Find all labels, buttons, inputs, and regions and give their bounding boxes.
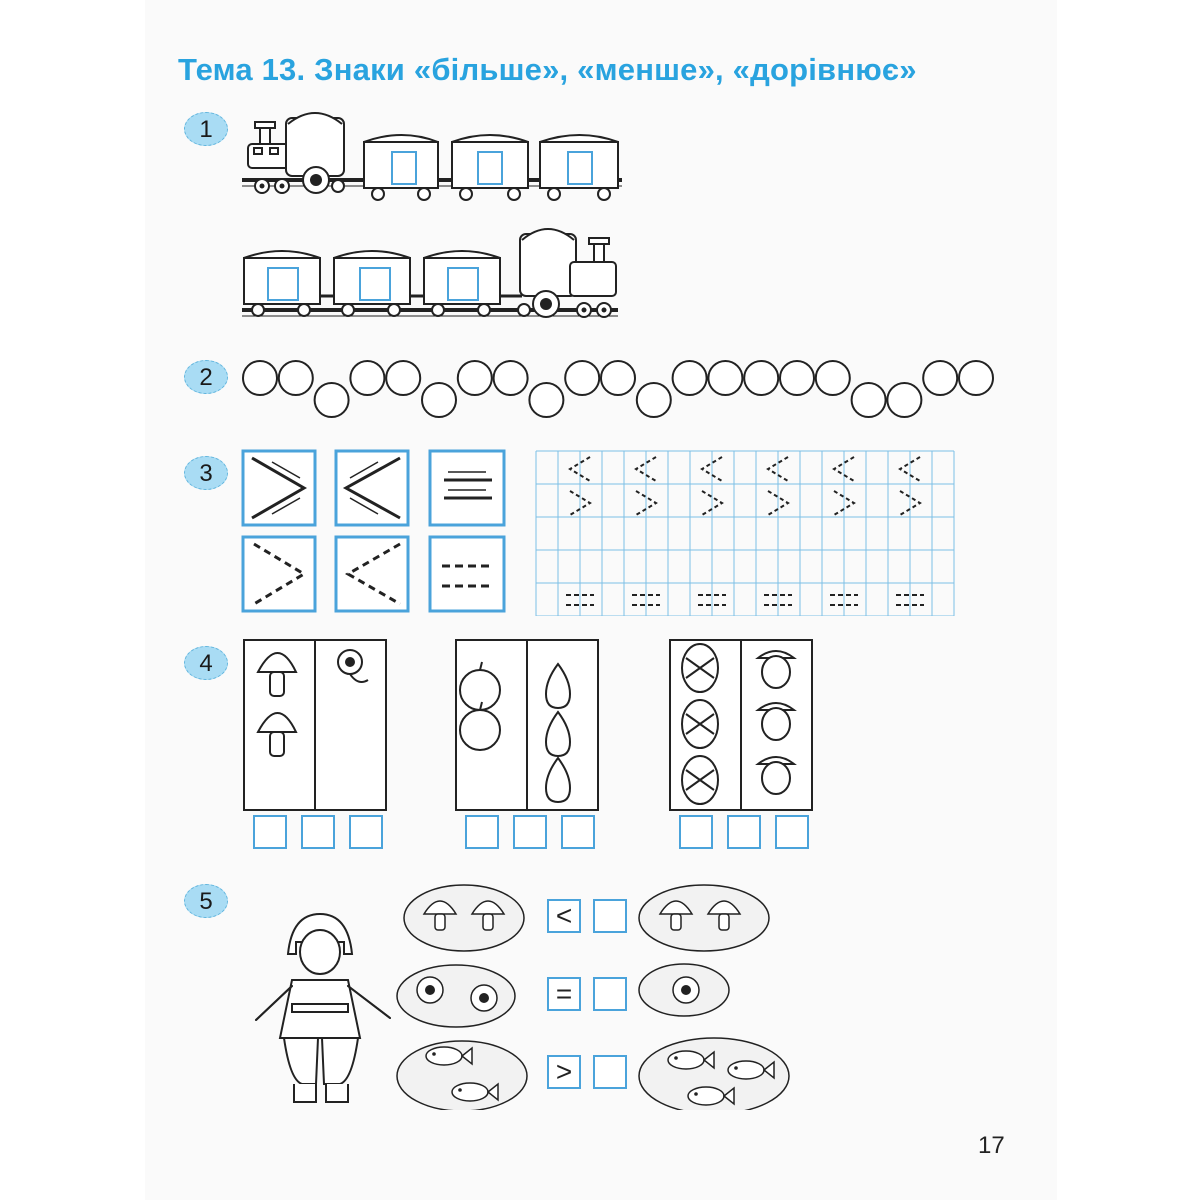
tracing-grid <box>536 451 954 616</box>
chain-circle <box>529 383 563 417</box>
answer-box[interactable] <box>728 816 760 848</box>
task-number-2: 2 <box>184 360 228 394</box>
trains-illustration <box>240 108 630 334</box>
chain-circle <box>422 383 456 417</box>
answer-boxes <box>254 816 808 848</box>
answer-box[interactable] <box>562 816 594 848</box>
equal-sign-example <box>430 451 504 525</box>
wagon-icon <box>424 251 522 316</box>
comparison-row-3 <box>548 1056 626 1088</box>
cloud-shape <box>404 885 524 951</box>
chain-circle <box>887 383 921 417</box>
chain-circle <box>637 383 671 417</box>
sign-greater: > <box>555 1056 573 1087</box>
chain-circle <box>243 361 277 395</box>
flower-icon <box>471 985 497 1011</box>
answer-box[interactable] <box>514 816 546 848</box>
panel-apple-pear <box>456 640 598 810</box>
chain-circle <box>852 383 886 417</box>
chain-circle <box>601 361 635 395</box>
panel-cone-acorn <box>670 640 812 810</box>
sign-less: < <box>555 900 573 931</box>
chain-circle <box>780 361 814 395</box>
answer-box[interactable] <box>776 816 808 848</box>
chain-circle <box>708 361 742 395</box>
answer-box[interactable] <box>302 816 334 848</box>
answer-box[interactable] <box>594 1056 626 1088</box>
chain-circle <box>494 361 528 395</box>
chain-circle <box>565 361 599 395</box>
train-top <box>242 113 622 200</box>
wagon-icon <box>334 251 424 316</box>
cloud-shape <box>639 885 769 951</box>
page-number: 17 <box>978 1132 1005 1159</box>
greater-sign-dashed <box>243 537 315 611</box>
panel-mushroom-flower <box>244 640 386 810</box>
locomotive-icon <box>248 113 364 193</box>
locomotive-icon <box>518 229 616 317</box>
chain-circle <box>959 361 993 395</box>
boy-figure <box>256 914 390 1102</box>
answer-box[interactable] <box>254 816 286 848</box>
equal-sign-dashed <box>430 537 504 611</box>
task-number-3: 3 <box>184 456 228 490</box>
comparison-row-2 <box>548 978 626 1010</box>
circle-chain <box>240 352 1004 428</box>
task-number-1: 1 <box>184 112 228 146</box>
pine-cone-icon <box>682 644 718 692</box>
chain-circle <box>923 361 957 395</box>
page-title: Тема 13. Знаки «більше», «менше», «дорівнює» <box>178 52 917 87</box>
flower-icon <box>417 977 443 1003</box>
chain-circle <box>315 383 349 417</box>
flower-icon <box>673 977 699 1003</box>
wagon-icon <box>364 135 452 200</box>
train-bottom <box>242 229 618 317</box>
comparison-row-1 <box>548 900 626 932</box>
chain-circle <box>744 361 778 395</box>
task-number-4: 4 <box>184 646 228 680</box>
chain-circle <box>673 361 707 395</box>
wagon-icon <box>452 135 540 200</box>
answer-box[interactable] <box>594 900 626 932</box>
compare-clouds <box>240 870 820 1110</box>
chain-circle <box>350 361 384 395</box>
greater-sign-example <box>243 451 315 525</box>
chain-circle <box>816 361 850 395</box>
sign-equal: = <box>555 978 573 1009</box>
chain-circle <box>458 361 492 395</box>
chain-circle <box>386 361 420 395</box>
less-sign-dashed <box>336 537 408 611</box>
answer-box[interactable] <box>680 816 712 848</box>
wagon-icon <box>540 135 618 200</box>
task-number-5: 5 <box>184 884 228 918</box>
answer-box[interactable] <box>350 816 382 848</box>
count-compare-panels <box>240 636 820 850</box>
less-sign-example <box>336 451 408 525</box>
pine-cone-icon <box>682 700 718 748</box>
answer-box[interactable] <box>594 978 626 1010</box>
chain-circle <box>279 361 313 395</box>
wagon-icon <box>244 251 334 316</box>
sign-tracing <box>240 448 970 616</box>
pine-cone-icon <box>682 756 718 804</box>
answer-box[interactable] <box>466 816 498 848</box>
